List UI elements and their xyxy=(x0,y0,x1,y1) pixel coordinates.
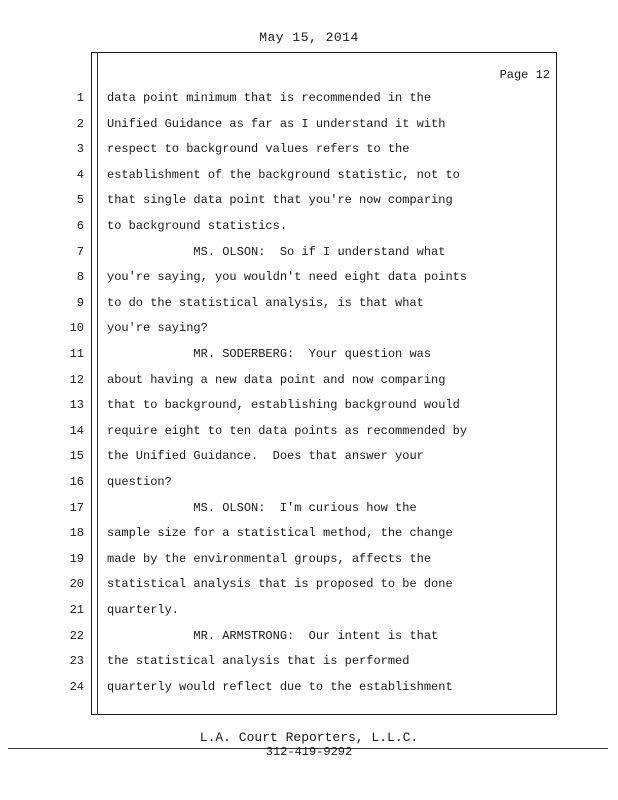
transcript-line xyxy=(0,552,618,572)
line-text: the statistical analysis that is performed xyxy=(107,654,410,669)
transcript-line xyxy=(0,193,618,213)
line-number: 10 xyxy=(69,321,84,336)
line-text: to background statistics. xyxy=(107,219,288,233)
transcript-line xyxy=(0,142,618,162)
line-number: 1 xyxy=(76,91,84,105)
transcript-line xyxy=(0,347,618,367)
line-text: MR. ARMSTRONG: Our intent is that xyxy=(107,628,439,643)
transcript-line xyxy=(0,219,618,239)
line-text: made by the environmental groups, affects the xyxy=(107,551,432,566)
line-number: 22 xyxy=(69,628,84,643)
line-number: 13 xyxy=(69,398,84,413)
line-text: establishment of the background statistic, not to xyxy=(107,167,460,182)
line-number: 4 xyxy=(76,167,84,182)
line-number: 19 xyxy=(69,551,84,566)
transcript-line xyxy=(0,398,618,418)
line-text: about having a new data point and now comparing xyxy=(107,372,446,387)
transcript-line xyxy=(0,449,618,469)
line-text: MR. SODERBERG: Your question was xyxy=(107,347,432,361)
line-number: 8 xyxy=(76,270,84,285)
transcript-line xyxy=(0,270,618,290)
line-number: 16 xyxy=(69,475,84,489)
footer-phone: 312-419-9292 xyxy=(265,745,353,759)
line-number: 14 xyxy=(69,423,84,438)
line-text: respect to background values refers to the xyxy=(107,142,410,157)
line-number: 9 xyxy=(76,295,84,310)
transcript-line xyxy=(0,629,618,649)
line-number: 7 xyxy=(76,244,84,259)
line-number: 21 xyxy=(69,603,84,617)
line-number: 6 xyxy=(76,219,84,233)
transcript-line xyxy=(0,424,618,444)
line-text: Unified Guidance as far as I understand it with xyxy=(107,116,446,131)
transcript-line xyxy=(0,475,618,495)
line-text: statistical analysis that is proposed to be done xyxy=(107,577,453,592)
page-number: Page 12 xyxy=(499,68,550,82)
line-text: quarterly would reflect due to the establishment xyxy=(107,679,453,694)
line-number: 18 xyxy=(69,526,84,541)
line-text: question? xyxy=(107,475,172,489)
line-text: you're saying, you wouldn't need eight data points xyxy=(107,270,468,285)
line-number: 3 xyxy=(76,142,84,157)
line-number: 17 xyxy=(69,500,84,515)
transcript-line xyxy=(0,245,618,265)
line-text: sample size for a statistical method, the change xyxy=(107,526,453,541)
line-number: 2 xyxy=(76,116,84,131)
transcript-line xyxy=(0,501,618,521)
footer-company: L.A. Court Reporters, L.L.C. xyxy=(199,730,419,745)
line-text: you're saying? xyxy=(107,321,208,336)
line-text: that to background, establishing background would xyxy=(107,398,460,413)
line-text: the Unified Guidance. Does that answer your xyxy=(107,449,424,464)
line-number: 11 xyxy=(69,347,84,361)
line-text: MS. OLSON: So if I understand what xyxy=(107,244,446,259)
line-text: MS. OLSON: I'm curious how the xyxy=(107,500,417,515)
line-number: 12 xyxy=(69,372,84,387)
line-text: require eight to ten data points as recommended by xyxy=(107,423,468,438)
header-date: May 15, 2014 xyxy=(259,30,359,45)
transcript-line xyxy=(0,373,618,393)
line-text: data point minimum that is recommended in the xyxy=(107,91,432,105)
transcript-line xyxy=(0,654,618,674)
transcript-line xyxy=(0,296,618,316)
line-number: 15 xyxy=(69,449,84,464)
transcript-line xyxy=(0,321,618,341)
transcript-line xyxy=(0,680,618,700)
transcript-line xyxy=(0,603,618,623)
transcript-line xyxy=(0,168,618,188)
transcript-line xyxy=(0,91,618,111)
line-number: 5 xyxy=(76,193,84,208)
line-number: 20 xyxy=(69,577,84,592)
transcript-line xyxy=(0,526,618,546)
line-number: 24 xyxy=(69,679,84,694)
line-text: that single data point that you're now comparing xyxy=(107,193,453,208)
line-text: to do the statistical analysis, is that what xyxy=(107,295,424,310)
transcript-line xyxy=(0,117,618,137)
line-text: quarterly. xyxy=(107,603,180,617)
line-number: 23 xyxy=(69,654,84,669)
transcript-line xyxy=(0,577,618,597)
